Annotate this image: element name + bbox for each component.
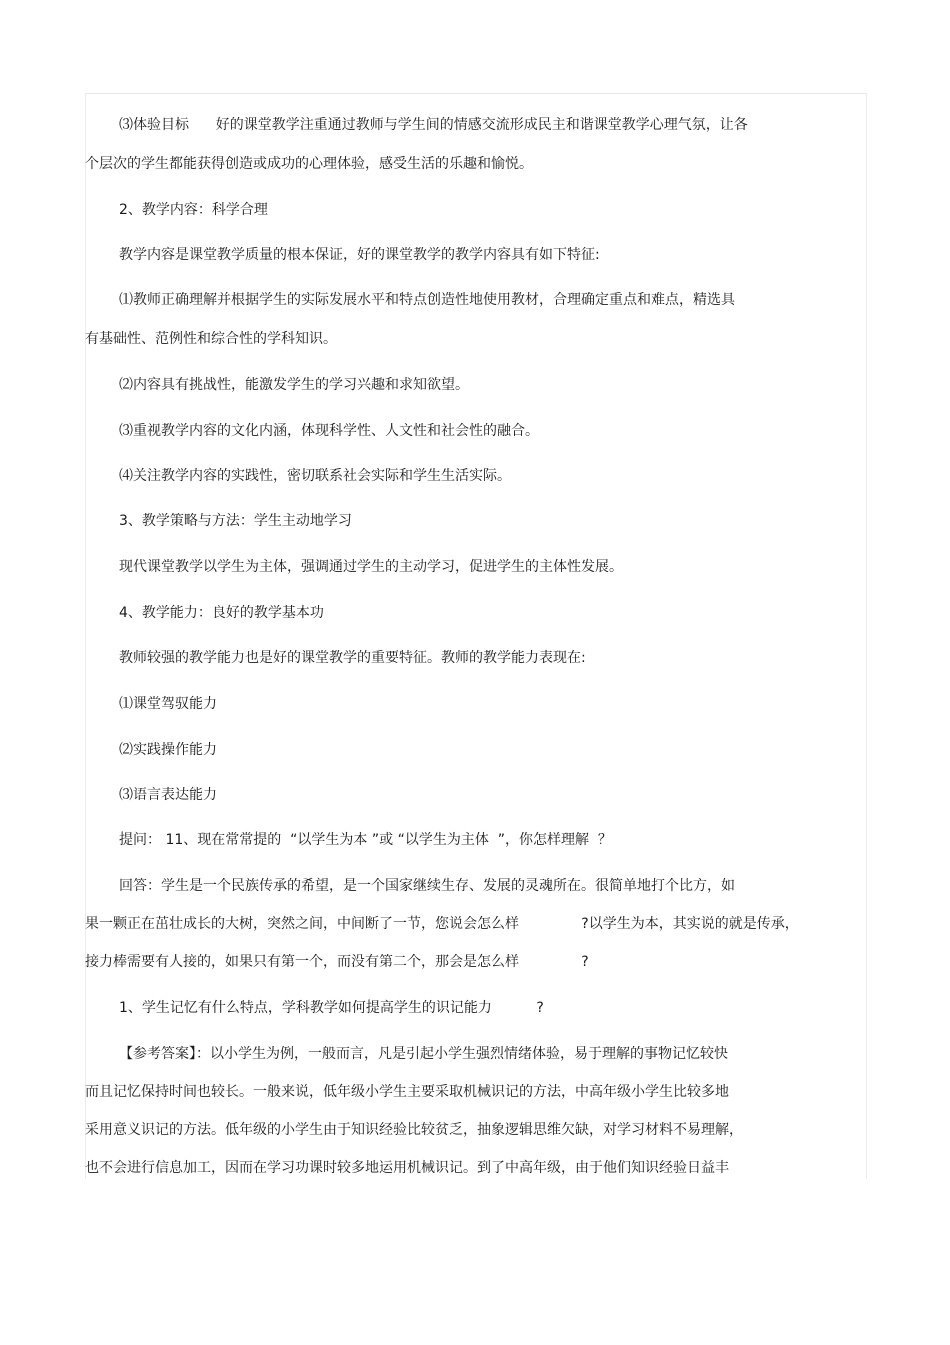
list-item: ⑷关注教学内容的实践性，密切联系社会实际和学生生活实际。: [119, 468, 511, 484]
answer-line: 果一颗正在茁壮成长的大树，突然之间，中间断了一节，您说会怎么样 ?以学生为本，其实说的就是传承，: [85, 916, 799, 932]
list-item: ⑵实践操作能力: [119, 742, 217, 758]
paragraph-line: 个层次的学生都能获得创造或成功的心理体验，感受生活的乐趣和愉悦。: [85, 156, 533, 172]
paragraph-line: ⑶体验目标 好的课堂教学注重通过教师与学生间的情感交流形成民主和谐课堂教学心理气氛，让各: [119, 117, 748, 133]
list-item: ⑴课堂驾驭能力: [119, 696, 217, 712]
paragraph-line: 教学内容是课堂教学质量的根本保证，好的课堂教学的教学内容具有如下特征:: [119, 247, 600, 263]
answer-line: 【参考答案】：以小学生为例，一般而言，凡是引起小学生强烈情绪体验，易于理解的事物记忆较快: [119, 1046, 728, 1062]
list-item: ⑶重视教学内容的文化内涵，体现科学性、人文性和社会性的融合。: [119, 423, 539, 439]
question-line: 提问： 11、现在常常提的 “以学生为本 ”或 “以学生为主体 ”，你怎样理解 ？: [119, 832, 612, 848]
answer-line: 接力棒需要有人接的，如果只有第一个，而没有第二个，那会是怎么样 ?: [85, 954, 589, 970]
paragraph-line: 教师较强的教学能力也是好的课堂教学的重要特征。教师的教学能力表现在:: [119, 650, 586, 666]
answer-line: 而且记忆保持时间也较长。一般来说，低年级小学生主要采取机械识记的方法，中高年级小学生比较多地: [85, 1084, 729, 1100]
answer-line: 采用意义识记的方法。低年级的小学生由于知识经验比较贫乏，抽象逻辑思维欠缺，对学习材料不易理解，: [85, 1122, 743, 1138]
section-heading: 2、教学内容：科学合理: [119, 202, 268, 218]
list-item: ⑵内容具有挑战性，能激发学生的学习兴趣和求知欲望。: [119, 377, 469, 393]
list-item-continued: 有基础性、范例性和综合性的学科知识。: [85, 331, 337, 347]
section-heading: 3、教学策略与方法：学生主动地学习: [119, 513, 352, 529]
list-item: ⑶语言表达能力: [119, 787, 217, 803]
section-heading: 4、教学能力：良好的教学基本功: [119, 605, 324, 621]
list-item: ⑴教师正确理解并根据学生的实际发展水平和特点创造性地使用教材，合理确定重点和难点，精选具: [119, 292, 735, 308]
answer-line: 也不会进行信息加工，因而在学习功课时较多地运用机械识记。到了中高年级，由于他们知识经验日益丰: [85, 1160, 729, 1176]
answer-line: 回答：学生是一个民族传承的希望，是一个国家继续生存、发展的灵魂所在。很简单地打个比方，如: [119, 878, 735, 894]
paragraph-line: 现代课堂教学以学生为主体，强调通过学生的主动学习，促进学生的主体性发展。: [119, 559, 623, 575]
question-line: 1、学生记忆有什么特点，学科教学如何提高学生的识记能力 ?: [119, 1000, 544, 1016]
